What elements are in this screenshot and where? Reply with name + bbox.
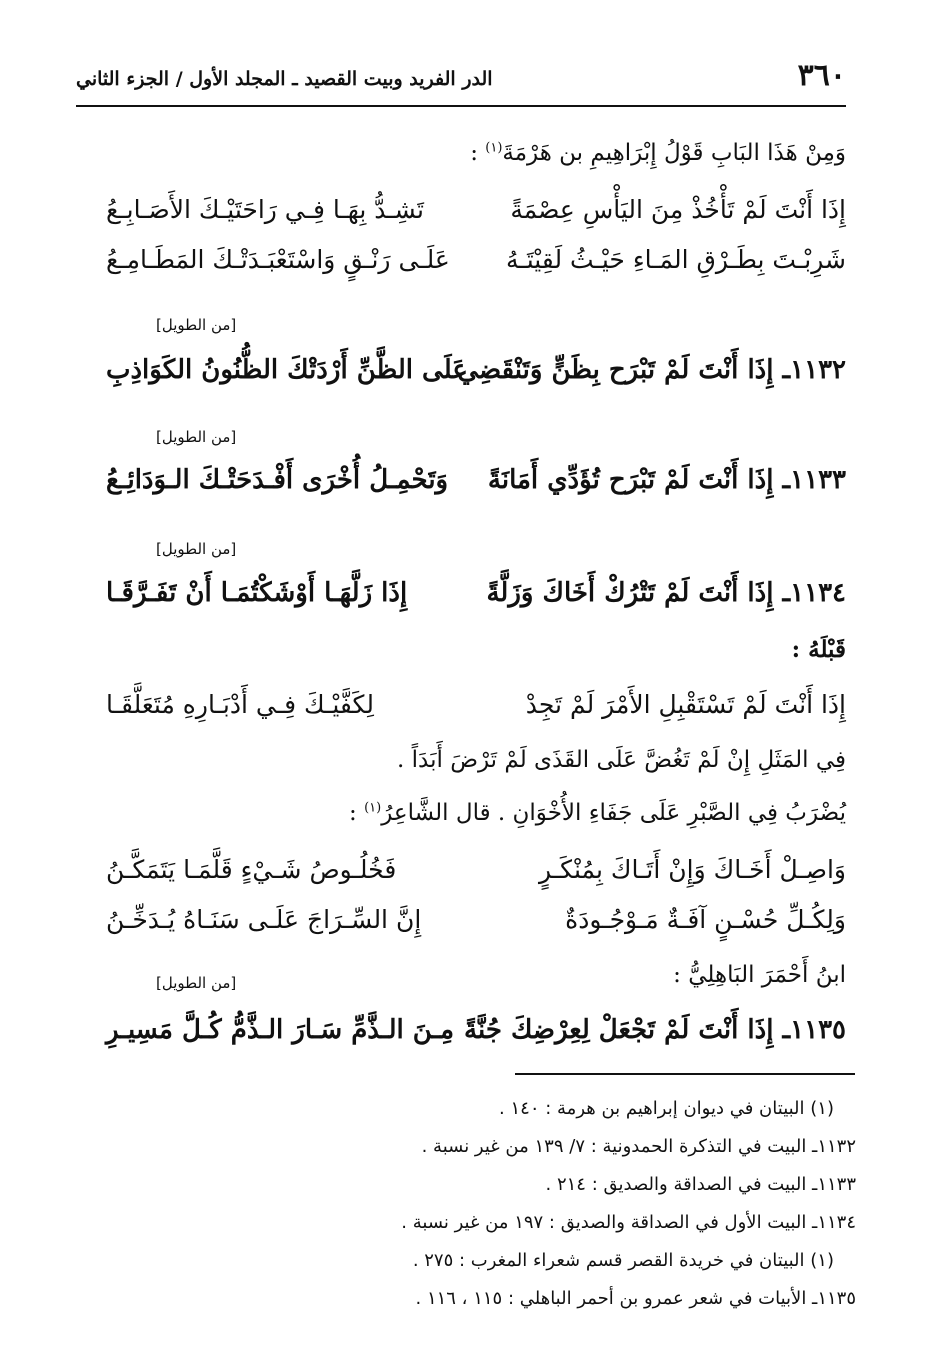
verse-second-hemistich: عَلَى الظَّنِّ أَرْدَتْكَ الظُّنُونُ الكَوَاذِبِ xyxy=(106,355,468,385)
verse-second-hemistich: تَشِـدُّ بِهَـا فِـي رَاحَتَيْـكَ الأَصَـابِـعُ xyxy=(106,195,424,224)
verse-second-hemistich: مِـنَ الـذَّمِّ سَـارَ الـذَّمُّ كُـلَّ مَسِيـرِ xyxy=(106,1015,455,1045)
verse-second-hemistich: عَلَـى رَنْـقٍ وَاسْتَعْبَـدَتْـكَ المَطَـامِـعُ xyxy=(106,245,450,274)
qablahu-text: قَبْلَهُ : xyxy=(791,636,846,663)
footnote: ١١٣٤ـ البيت الأول في الصداقة والصديق : ١٩٧ من غير نسبة . xyxy=(401,1212,856,1233)
meter-label: [من الطويل] xyxy=(156,540,237,558)
prose-colon: : xyxy=(349,800,365,826)
intro-text: ابنُ أَحْمَرَ البَاهِلِيُّ : xyxy=(673,962,846,988)
verse-second-hemistich: إِذَا زَلَّهَـا أَوْشَكْتُمَـا أَنْ تَفَـرَّقَـا xyxy=(106,578,408,608)
meter-label: [من الطويل] xyxy=(156,316,237,334)
footnote-marker: (١) xyxy=(364,800,382,816)
prose-line xyxy=(76,747,846,773)
verse-second-hemistich: لِكَفَّيْـكَ فِـي أَدْبَـارِهِ مُتَعَلَّقَـا xyxy=(106,690,374,719)
footnote-marker: (١) xyxy=(485,140,503,156)
verse-first-hemistich: وَاصِـلْ أَخَـاكَ وَإِنْ أَتَـاكَ بِمُنْكَـرٍ xyxy=(539,855,846,884)
verse-first-hemistich: ١١٣٥ـ إِذَا أَنْتَ لَمْ تَجْعَلْ لِعِرْضِكَ جُنَّةً xyxy=(464,1015,846,1045)
page-header xyxy=(76,58,846,108)
meter-label: [من الطويل] xyxy=(156,428,237,446)
verse-first-hemistich: إِذَا أَنْتَ لَمْ تَأْخُذْ مِنَ اليَأْسِ عِصْمَةً xyxy=(510,195,846,224)
footnote-rule xyxy=(515,1073,855,1075)
verse-first-hemistich: إِذَا أَنْتَ لَمْ تَسْتَقْبِلِ الأَمْرَ لَمْ تَجِدْ xyxy=(525,690,846,719)
verse-second-hemistich: وَتَحْمِـلُ أُخْرَى أَفْـدَحَتْـكَ الـوَدَائِـعُ xyxy=(106,465,449,495)
intro-colon: : xyxy=(470,140,486,166)
verse-second-hemistich: فَخُلُـوصُ شَـيْءٍ قَلَّمَـا يَتَمَكَّـنُ xyxy=(106,855,397,884)
verse-first-hemistich: شَرِبْـتَ بِطَـرْقِ المَـاءِ حَيْـثُ لَقِيْتَـهُ xyxy=(505,245,846,274)
footnote: ١١٣٥ـ الأبيات في شعر عمرو بن أحمر الباهلي : ١١٥ ، ١١٦ . xyxy=(415,1288,856,1309)
intro-text: وَمِنْ هَذَا البَابِ قَوْلُ إِبْرَاهِيمِ بن هَرْمَةَ xyxy=(502,140,846,166)
footnote: (١) البيتان في ديوان إبراهيم بن هرمة : ١٤٠ . xyxy=(499,1098,834,1119)
header-rule xyxy=(76,105,846,107)
intro-line xyxy=(76,140,846,166)
running-title: الدر الفريد وبيت القصيد ـ المجلد الأول / الجزء الثاني xyxy=(76,68,493,90)
verse-first-hemistich: ١١٣٤ـ إِذَا أَنْتَ لَمْ تَتْرُكْ أَخَاكَ وَزَلَّةً xyxy=(486,578,846,608)
verse-first-hemistich: وَلِكُـلِّ حُسْـنٍ آفَـةٌ مَـوْجُـودَةٌ xyxy=(565,905,846,934)
footnote: ١١٣٣ـ البيت في الصداقة والصديق : ٢١٤ . xyxy=(545,1174,856,1195)
qablahu-line xyxy=(76,636,846,663)
prose-text: فِي المَثَلِ إِنْ لَمْ تَغُضَّ عَلَى القَذَى لَمْ تَرْضَ أَبَدَاً . xyxy=(397,747,846,773)
verse-second-hemistich: إِنَّ السِّـرَاجَ عَلَـى سَنَـاهُ يُـدَخِّـنُ xyxy=(106,905,422,934)
page-number: ٣٦٠ xyxy=(797,58,846,93)
meter-label: [من الطويل] xyxy=(156,974,237,992)
footnote: ١١٣٢ـ البيت في التذكرة الحمدونية : ٧/ ١٣٩ من غير نسبة . xyxy=(421,1136,856,1157)
footnote: (١) البيتان في خريدة القصر قسم شعراء المغرب : ٢٧٥ . xyxy=(412,1250,834,1271)
prose-line xyxy=(76,800,846,826)
verse-first-hemistich: ١١٣٣ـ إِذَا أَنْتَ لَمْ تَبْرَح تُؤَدِّي أَمَانَةً xyxy=(487,465,846,495)
verse-first-hemistich: ١١٣٢ـ إِذَا أَنْتَ لَمْ تَبْرَح بِظَنٍّ وَتَنْقَضِي xyxy=(457,355,846,385)
prose-text: يُضْرَبُ فِي الصَّبْرِ عَلَى جَفَاءِ الأُخْوَانِ . قال الشَّاعِرُ xyxy=(381,800,846,826)
